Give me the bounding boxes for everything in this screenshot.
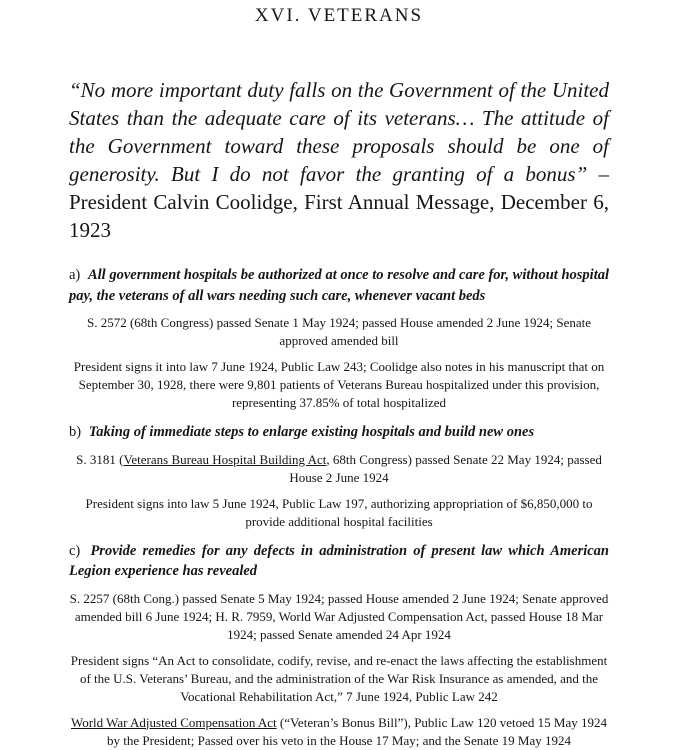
- text-segment: President signs into law 5 June 1924, Public Law 197, authorizing appropriation of $6,850,000 to provide additional hospital facilities: [85, 495, 593, 529]
- item-a-heading: [69, 265, 609, 306]
- text-segment: , 68th Congress) passed Senate 22 May 1924; passed House 2 June 1924: [289, 451, 602, 485]
- text-segment: S. 2572 (68th Congress) passed Senate 1 May 1924; passed House amended 2 June 1924; Senate approved amended bill: [86, 315, 592, 348]
- text-segment: (“Veteran’s Bonus Bill”), Public Law 120 vetoed 15 May 1924 by the President; Passed over his veto in the House 17 May; and the Senate 19 May 1924: [107, 714, 607, 748]
- text-segment: S. 3181 (: [76, 451, 124, 467]
- underlined-text-segment: World War Adjusted Compensation Act: [70, 714, 277, 730]
- item-c-heading-text: Provide remedies for any defects in administration of present law which American Legion experience has revealed: [69, 542, 609, 579]
- text-segment: President signs “An Act to consolidate, codify, revise, and re-enact the laws affecting the establishment of the U.S. Veterans’ Bureau, and the administration of the War Risk Insurance as amended, and the Vocational Rehabilitation Act,” 7 June 1924, Public Law 242: [70, 652, 608, 704]
- item-section-a: [69, 265, 609, 412]
- item-a-label: a): [69, 267, 81, 283]
- quote-text: “No more important duty falls on the Government of the United States than the adequate care of its veterans… The attitude of the Government toward these proposals should be one of generosity. But I do not favor the granting of a bonus”: [69, 78, 609, 186]
- item-b-label: b): [69, 424, 82, 440]
- page-title: XVI. VETERANS: [254, 5, 424, 26]
- underlined-text-segment: Veterans Bureau Hospital Building Act: [123, 451, 327, 467]
- item-c-label: c): [69, 542, 81, 559]
- item-b-heading-text: Taking of immediate steps to enlarge existing hospitals and build new ones: [88, 424, 535, 440]
- item-section-b: [69, 422, 609, 531]
- item-c-paragraph-3: [69, 714, 609, 750]
- item-b-heading: [69, 422, 609, 443]
- quote-attribution: – President Calvin Coolidge, First Annual Message, December 6, 1923: [69, 162, 609, 242]
- item-b-paragraph-1: [69, 451, 609, 487]
- item-a-paragraph-2: [69, 358, 609, 412]
- text-segment: S. 2257 (68th Cong.) passed Senate 5 May 1924; passed House amended 2 June 1924; Senate approved amended bill 6 June 1924; H. R. 7959, World War Adjusted Compensation Act, passed House 18 Mar 1924; passed Senate amended 24 Apr 1924: [69, 590, 609, 642]
- item-b-paragraph-2: [69, 495, 609, 531]
- item-section-c: [69, 541, 609, 750]
- text-segment: President signs it into law 7 June 1924, Public Law 243; Coolidge also notes in his manuscript that on September 30, 1928, there were 9,801 patients of Veterans Bureau hospitalized under this provision, representing 37.85% of total hospitalized: [73, 359, 605, 410]
- item-c-paragraph-2: [69, 652, 609, 706]
- item-c-paragraph-1: [69, 590, 609, 644]
- item-a-heading-text: All government hospitals be authorized at once to resolve and care for, without hospital pay, the veterans of all wars needing such care, whenever vacant beds: [69, 267, 610, 304]
- item-c-heading: [69, 541, 609, 582]
- item-a-paragraph-1: [69, 314, 609, 350]
- quote-block: [69, 76, 609, 244]
